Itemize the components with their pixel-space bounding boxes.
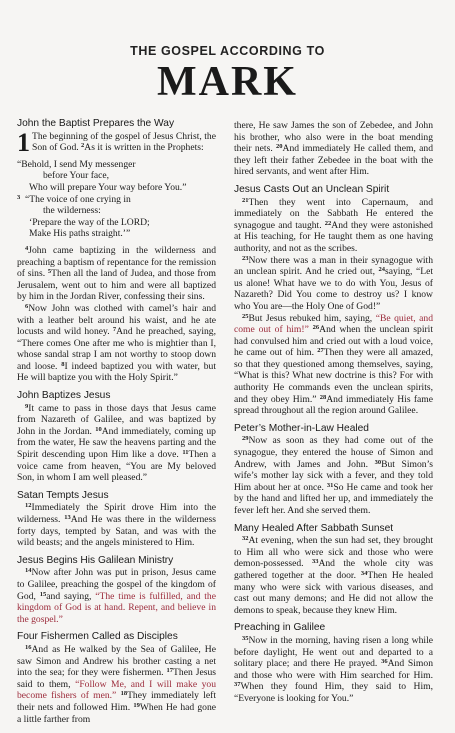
verse-number: 12: [25, 502, 32, 510]
verse-number: 33: [311, 558, 319, 566]
section-heading: Jesus Begins His Galilean Ministry: [17, 554, 174, 566]
verse-number: 28: [319, 393, 327, 401]
section-heading: Four Fishermen Called as Disciples: [17, 631, 178, 643]
verse-number: 20: [276, 143, 283, 151]
paragraph: $^{14}$Now after John was put in prison, Jesus came to Galilee, preaching the gospel of the kingdom of God, $^{15}$and saying, “The time is fulfilled, and the kingdom of God is at hand. Repent, and believe in the gospel.”: [17, 567, 216, 625]
section-heading: Preaching in Galilee: [234, 622, 326, 634]
verse-number: 7: [112, 326, 117, 334]
verse-number: 5: [47, 268, 52, 276]
verse-number: 25: [242, 312, 249, 320]
paragraph: there, He saw James the son of Zebedee, and John his brother, who also were in the boat mending their nets. $^{20}$And immediately He called them, and they left their father Zebedee in the boat with the hired servants, and went after Him.: [234, 120, 433, 178]
words-of-christ: “The time is fulfilled, and the kingdom of God is at hand. Repent, and believe in the gospel.”: [17, 590, 216, 625]
book-header: [0, 44, 455, 104]
verse-number: 29: [242, 435, 249, 443]
paragraph: $^{35}$Now in the morning, having risen a long while before daylight, He went out and departed to a solitary place; and there He prayed. $^{36}$And Simon and those who were with Him searched for Him. $^{37}$When they found Him, they said to Him, “Everyone is looking for You.”: [234, 634, 433, 704]
words-of-christ: “Be quiet, and come out of him!”: [234, 312, 433, 336]
verse-number: 32: [242, 535, 249, 543]
verse-number: 11: [182, 449, 189, 457]
verse-number: 16: [25, 643, 32, 651]
verse-number: 35: [242, 634, 249, 642]
verse-number: 6: [25, 302, 29, 310]
verse-number: 34: [360, 569, 368, 577]
verse-number: 37: [234, 681, 241, 689]
paragraph: $^{25}$But Jesus rebuked him, saying, “Be quiet, and come out of him!” $^{26}$And when the unclean spirit had convulsed him and cried out with a loud voice, he came out of him. $^{27}$Then they were all amazed, so that they questioned among themselves, saying, “What is this? What new doctrine is this? For with authority He commands even the unclean spirits, and they obey Him.” $^{28}$And immediately His fame spread throughout all the region around Galilee.: [234, 312, 434, 417]
paragraph: $^{29}$Now as soon as they had come out of the synagogue, they entered the house of Simon and Andrew, with James and John. $^{30}$But Simon’s wife’s mother lay sick with a fever, and they told Him about her at once. $^{31}$So He came and took her by the hand and lifted her up, and immediately the fever left her. And she served them.: [234, 435, 433, 516]
paragraph: 1 The beginning of the gospel of Jesus Christ, the Son of God. $^2$As it is written in the Prophets:: [17, 127, 216, 157]
verse-number: 3: [17, 193, 21, 201]
verse-number: 36: [381, 658, 388, 666]
verse-number: 18: [120, 690, 128, 698]
gospel-kicker: THE GOSPEL ACCORDING TO: [130, 44, 325, 58]
verse-number: 23: [242, 254, 249, 262]
paragraph: $^4$John came baptizing in the wilderness and preaching a baptism of repentance for the remission of sins. $^5$Then all the land of Judea, and those from Jerusalem, went out to him and were all baptized by him in the Jordan River, confessing their sins.: [17, 244, 216, 303]
verse-number: 13: [64, 514, 71, 521]
verse-number: 15: [39, 590, 47, 598]
verse-number: 17: [166, 667, 174, 675]
verse-number: 10: [95, 425, 102, 433]
book-title: MARK: [157, 59, 298, 105]
verse-number: 9: [25, 402, 29, 410]
section-heading: Jesus Casts Out an Unclean Spirit: [234, 183, 390, 195]
section-heading: John the Baptist Prepares the Way: [17, 118, 175, 129]
verse-number: 30: [374, 458, 382, 466]
section-heading: Many Healed After Sabbath Sunset: [234, 522, 394, 534]
verse-number: 4: [25, 244, 29, 252]
verse-number: 31: [326, 481, 334, 489]
verse-number: 24: [378, 266, 385, 274]
section-heading: Peter’s Mother-in-Law Healed: [234, 422, 369, 434]
paragraph: $^{32}$At evening, when the sun had set, they brought to Him all who were sick and those who were demon-possessed. $^{33}$And the whole city was gathered together at the door. $^{34}$Then He healed many who were sick with various diseases, and cast out many demons; and He did not allow the demons to speak, because they knew Him.: [234, 535, 433, 616]
verse-number: 26: [312, 324, 320, 332]
chapter-number: 1: [17, 127, 30, 157]
quotation: “Behold, I send My messenger before Your face, Who will prepare Your way before You.” $^3$ “The voice of one crying in the wilderness: ‘Prepare the way of the LORD; Make His paths straight.’”: [17, 158, 187, 240]
verse-number: 2: [81, 142, 85, 150]
words-of-christ: “Follow Me, and I will make you become fishers of men.”: [17, 678, 216, 702]
paragraph: $^{12}$Immediately the Spirit drove Him into the wilderness. $^{13}$And He was there in the wilderness forty days, tempted by Satan, and was with the wild beasts; and the angels ministered to Him.: [17, 502, 216, 549]
verse-number: 14: [25, 567, 32, 575]
section-heading: John Baptizes Jesus: [17, 390, 111, 402]
verse-number: 21: [242, 196, 249, 204]
verse-number: 19: [133, 701, 140, 709]
verse-number: 27: [317, 347, 324, 355]
left-column: [17, 118, 216, 725]
section-heading: Satan Tempts Jesus: [17, 489, 109, 501]
paragraph: $^{21}$Then they went into Capernaum, and immediately on the Sabbath He entered the synagogue and taught. $^{22}$And they were astonished at His teaching, for He taught them as one having authority, and not as the scribes.: [234, 196, 433, 254]
paragraph: $^9$It came to pass in those days that Jesus came from Nazareth of Galilee, and was baptized by John in the Jordan. $^{10}$And immediately, coming up from the water, He saw the heavens parting and the Spirit descending upon Him like a dove. $^{11}$Then a voice came from heaven, “You are My beloved Son, in whom I am well pleased.”: [17, 402, 216, 484]
paragraph: $^{16}$And as He walked by the Sea of Galilee, He saw Simon and Andrew his brother casting a net into the sea; for they were fishermen. $^{17}$Then Jesus said to them, “Follow Me, and I will make you become fishers of men.” $^{18}$They immediately left their nets and followed Him. $^{19}$When He had gone a little farther from: [17, 643, 217, 725]
right-column: [234, 120, 433, 705]
paragraph: $^6$Now John was clothed with camel’s hair and with a leather belt around his waist, and he ate locusts and wild honey. $^7$And he preached, saying, “There comes One after me who is mightier than I, whose sandal strap I am not worthy to stoop down and loose. $^8$I indeed baptized you with water, but He will baptize you with the Holy Spirit.”: [17, 302, 216, 384]
verse-number: 8: [61, 360, 65, 368]
paragraph: $^{23}$Now there was a man in their synagogue with an unclean spirit. And he cried out, $^{24}$saying, “Let us alone! What have we to do with You, Jesus of Nazareth? Did You come to destroy us? I know who You are—the Holy One of God!”: [234, 254, 433, 312]
verse-number: 22: [324, 219, 332, 227]
